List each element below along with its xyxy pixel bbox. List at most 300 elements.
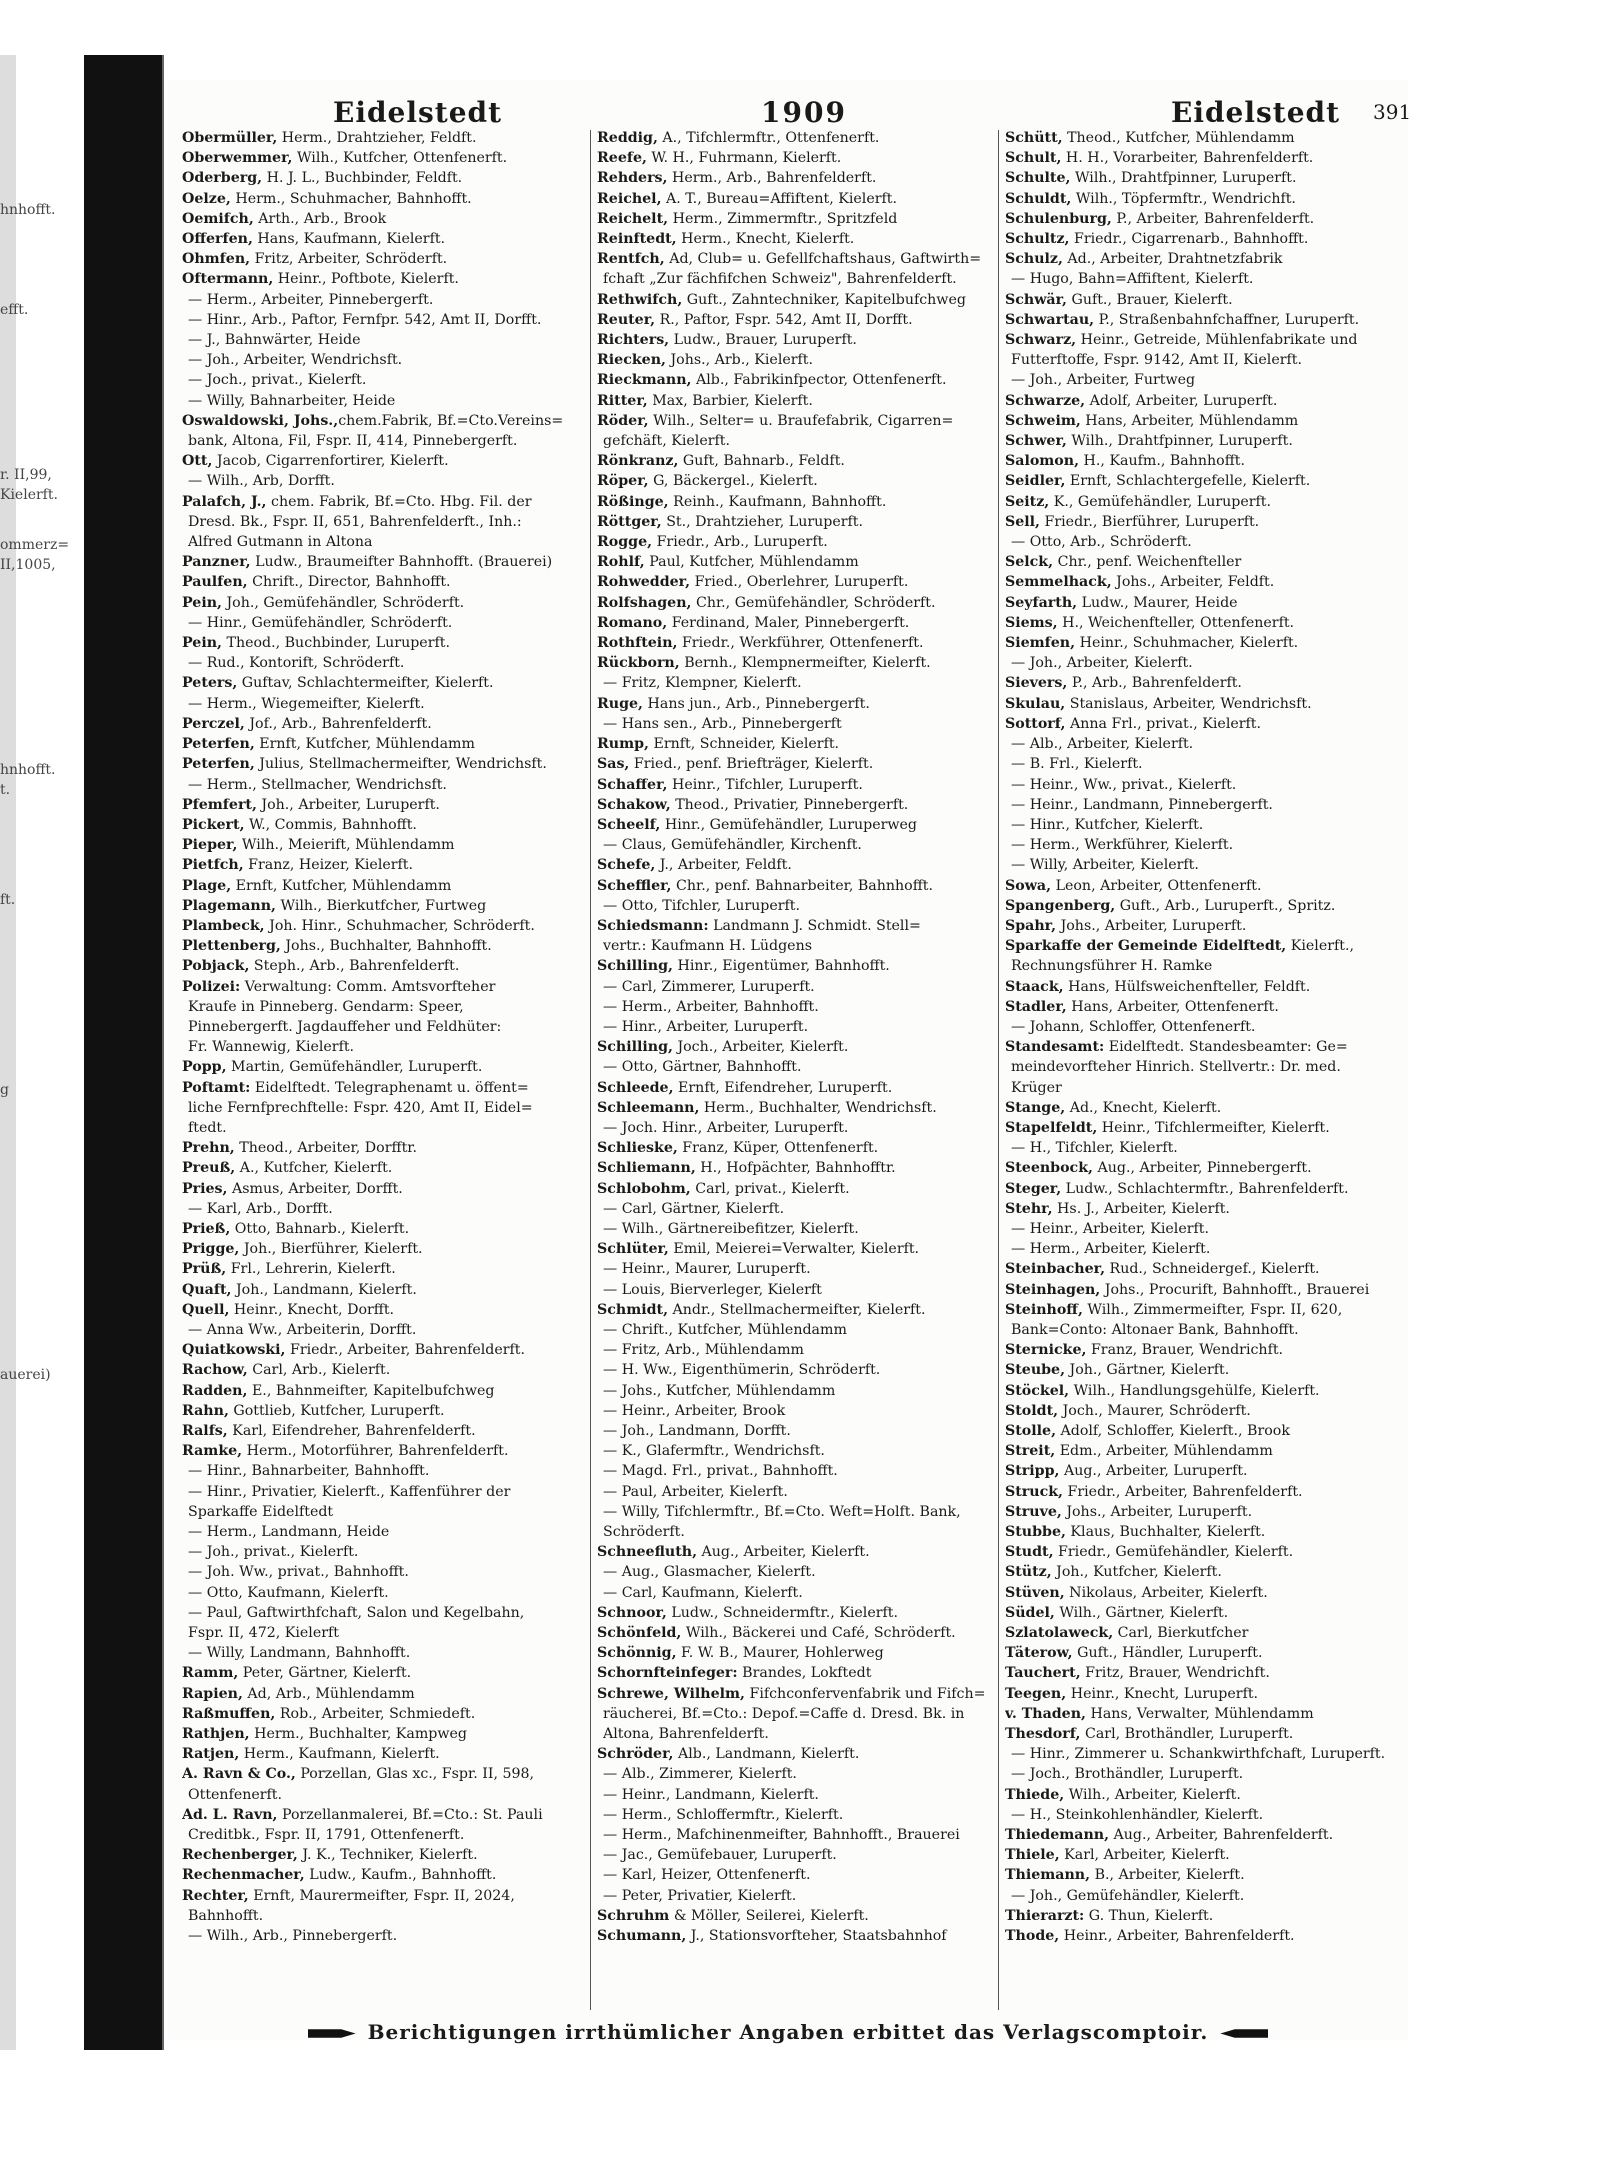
entry-details: — Alb., Arbeiter, Kielerft. (1011, 736, 1194, 753)
entry-details: Ernft, Eifendreher, Luruperft. (673, 1079, 893, 1096)
directory-entry (597, 370, 1002, 390)
entry-name: Stehr, (1005, 1200, 1053, 1217)
directory-entry (1005, 1219, 1405, 1239)
directory-entry (1005, 1825, 1405, 1845)
directory-entry (182, 1643, 587, 1663)
entry-details: — Carl, Kaufmann, Kielerft. (603, 1584, 803, 1601)
directory-entry (1005, 1805, 1405, 1825)
entry-details: — Herm., Werkführer, Kielerft. (1011, 837, 1234, 854)
entry-details: Hans, Hülfsweichenfteller, Feldft. (1063, 978, 1311, 995)
entry-name: Rethwifch, (597, 291, 683, 308)
entry-name: Polizei: (182, 978, 241, 995)
entry-name: Stadler, (1005, 998, 1067, 1015)
entry-details: G. Thun, Kielerft. (1084, 1907, 1214, 1924)
entry-details: Sparkaffe Eidelftedt (188, 1503, 334, 1520)
directory-entry (597, 613, 1002, 633)
directory-entry (1005, 815, 1405, 835)
entry-name: Plage, (182, 877, 232, 894)
directory-entry (182, 1320, 587, 1340)
entry-name: Scheffler, (597, 877, 672, 894)
directory-entry (597, 1805, 1002, 1825)
entry-name: Quaft, (182, 1281, 232, 1298)
entry-details: Alfred Gutmann in Altona (188, 534, 373, 551)
entry-name: Prüß, (182, 1261, 227, 1278)
entry-details: — Hinr., Zimmerer u. Schankwirthfchaft, Luruperft. (1011, 1746, 1386, 1763)
entry-details: H. H., Vorarbeiter, Bahrenfelderft. (1061, 150, 1314, 167)
directory-entry (597, 694, 1002, 714)
entry-name: Reefe, (597, 150, 647, 167)
entry-details: Heinr., Schuhmacher, Kielerft. (1075, 635, 1299, 652)
directory-entry (182, 1744, 587, 1764)
footer-notice: Berichtigungen irrthümlicher Angaben erbittet das Verlagscomptoir. (367, 2020, 1209, 2044)
entry-name: v. Thaden, (1005, 1705, 1086, 1722)
directory-entry (182, 552, 587, 572)
directory-entry (1005, 1280, 1405, 1300)
entry-details: Adolf, Arbeiter, Luruperft. (1085, 392, 1278, 409)
entry-details: Julius, Stellmachermeifter, Wendrichsft. (254, 756, 547, 773)
directory-entry (182, 1259, 587, 1279)
directory-entry (597, 411, 1002, 431)
entry-details: Guft., Händler, Luruperft. (1072, 1645, 1263, 1662)
entry-details: — Joch., privat., Kielerft. (188, 372, 367, 389)
directory-entry (182, 694, 587, 714)
entry-details: — Willy, Landmann, Bahnhofft. (188, 1645, 411, 1662)
entry-details: Herm., Buchhalter, Kampweg (249, 1726, 467, 1743)
prev-page-text: efft. (0, 302, 29, 318)
directory-entry (182, 916, 587, 936)
entry-name: Staack, (1005, 978, 1064, 995)
directory-entry (182, 471, 587, 491)
entry-name: Reichel, (597, 190, 662, 207)
entry-details: Hinr., Eigentümer, Bahnhofft. (672, 958, 890, 975)
entry-details: — Willy, Arbeiter, Kielerft. (1011, 857, 1199, 874)
entry-details: Ottenfenerft. (188, 1786, 282, 1803)
entry-details: — Carl, Gärtner, Kielerft. (603, 1200, 785, 1217)
entry-details: Joh., Gärtner, Kielerft. (1065, 1362, 1230, 1379)
directory-entry (597, 916, 1002, 936)
directory-entry (597, 1098, 1002, 1118)
entry-details: Heinr., Tifchler, Luruperft. (667, 776, 863, 793)
directory-entry (597, 1886, 1002, 1906)
prev-page-text: ommerz= (0, 537, 70, 553)
directory-entry (182, 1239, 587, 1259)
entry-details: H., Kaufm., Bahnhofft. (1079, 453, 1246, 470)
entry-name: Peterfen, (182, 756, 255, 773)
directory-entry (597, 1482, 1002, 1502)
directory-entry (597, 209, 1002, 229)
directory-entry (1005, 431, 1405, 451)
directory-entry (597, 1057, 1002, 1077)
entry-name: Steinhagen, (1005, 1281, 1101, 1298)
entry-name: Sell, (1005, 513, 1040, 530)
entry-details: Anna Frl., privat., Kielerft. (1065, 715, 1261, 732)
directory-entry (1005, 1118, 1405, 1138)
directory-entry (1005, 572, 1405, 592)
entry-details: Hans, Arbeiter, Mühlendamm (1080, 412, 1299, 429)
entry-details: Johs., Buchhalter, Bahnhofft. (280, 938, 492, 955)
entry-name: Prehn, (182, 1140, 235, 1157)
directory-entry (182, 1461, 587, 1481)
directory-entry (597, 148, 1002, 168)
directory-entry (182, 977, 587, 997)
entry-name: Oberwemmer, (182, 150, 293, 167)
prev-page-text: hnhofft. (0, 202, 56, 218)
entry-details: Franz, Küper, Ottenfenerft. (677, 1140, 879, 1157)
entry-name: Thiele, (1005, 1847, 1060, 1864)
directory-entry (597, 815, 1002, 835)
directory-entry (182, 896, 587, 916)
entry-details: Gottlieb, Kutfcher, Luruperft. (228, 1402, 445, 1419)
entry-details: — Fritz, Klempner, Kielerft. (603, 675, 802, 692)
directory-entry (182, 148, 587, 168)
entry-details: — H., Tifchler, Kielerft. (1011, 1140, 1178, 1157)
entry-name: Siems, (1005, 614, 1058, 631)
directory-entry (597, 835, 1002, 855)
page-footer (168, 2020, 1408, 2044)
entry-details: ftedt. (188, 1119, 227, 1136)
entry-name: Südel, (1005, 1604, 1055, 1621)
entry-details: — Paul, Gaftwirthfchaft, Salon und Kegelbahn, (188, 1604, 525, 1621)
entry-details: Altona, Bahrenfelderft. (603, 1726, 769, 1743)
entry-name: Pein, (182, 594, 222, 611)
directory-entry (597, 633, 1002, 653)
entry-details: A. T., Bureau=Affiftent, Kielerft. (661, 190, 897, 207)
entry-details: Joch., Arbeiter, Kielerft. (672, 1039, 849, 1056)
entry-details: — Claus, Gemüfehändler, Kirchenft. (603, 837, 862, 854)
directory-entry (1005, 956, 1405, 976)
entry-details: Hans jun., Arb., Pinnebergerft. (643, 695, 870, 712)
entry-details: — Otto, Kaufmann, Kielerft. (188, 1584, 389, 1601)
directory-entry (597, 1825, 1002, 1845)
entry-name: Pfemfert, (182, 796, 257, 813)
entry-details: Wilh., Meierift, Mühlendamm (237, 837, 455, 854)
entry-details: Ernft, Kutfcher, Mühlendamm (231, 877, 452, 894)
directory-column-2 (597, 128, 1002, 1946)
entry-name: Schmidt, (597, 1301, 669, 1318)
entry-name: Schleemann, (597, 1099, 700, 1116)
directory-entry (597, 249, 1002, 269)
entry-details: — Anna Ww., Arbeiterin, Dorfft. (188, 1321, 417, 1338)
directory-entry (182, 1906, 587, 1926)
entry-name: Rieckmann, (597, 372, 692, 389)
directory-entry (1005, 1704, 1405, 1724)
entry-name: Oelze, (182, 190, 231, 207)
entry-details: Bernh., Klempnermeifter, Kielerft. (679, 655, 931, 672)
directory-entry (182, 1158, 587, 1178)
entry-details: Friedr., Gemüfehändler, Kielerft. (1053, 1544, 1294, 1561)
entry-name: Rohlf, (597, 554, 645, 571)
directory-entry (1005, 1684, 1405, 1704)
entry-details: Dresd. Bk., Fspr. II, 651, Bahrenfelderft., Inh.: (188, 513, 522, 530)
directory-entry (597, 1421, 1002, 1441)
directory-entry (597, 128, 1002, 148)
entry-details: — Joh., privat., Kielerft. (188, 1544, 359, 1561)
directory-entry (1005, 1381, 1405, 1401)
entry-details: Alb., Landmann, Kielerft. (673, 1746, 860, 1763)
entry-details: Wilh., Selter= u. Braufefabrik, Cigarren= (648, 412, 954, 429)
entry-name: Panzner, (182, 554, 251, 571)
entry-details: — Joh. Ww., privat., Bahnhofft. (188, 1564, 409, 1581)
entry-name: Szlatolaweck, (1005, 1625, 1114, 1642)
entry-details: Theod., Kutfcher, Mühlendamm (1062, 130, 1295, 146)
entry-details: Klaus, Buchhalter, Kielerft. (1065, 1524, 1266, 1541)
directory-entry (597, 512, 1002, 532)
directory-entry (182, 229, 587, 249)
entry-details: Hs. J., Arbeiter, Kielerft. (1052, 1200, 1230, 1217)
entry-details: Fspr. II, 472, Kielerft (188, 1625, 339, 1642)
directory-entry (1005, 532, 1405, 552)
directory-entry (1005, 694, 1405, 714)
entry-details: Fried., penf. Briefträger, Kielerft. (629, 756, 874, 773)
directory-entry (1005, 1078, 1405, 1098)
entry-details: J., Stationsvorfteher, Staatsbahnhof (686, 1928, 947, 1945)
entry-details: Aug., Arbeiter, Luruperft. (1059, 1463, 1248, 1480)
directory-entry (182, 593, 587, 613)
directory-entry (597, 1300, 1002, 1320)
entry-details: Herm., Buchhalter, Wendrichsft. (699, 1099, 937, 1116)
directory-entry (182, 754, 587, 774)
directory-entry (1005, 1441, 1405, 1461)
directory-entry (1005, 1421, 1405, 1441)
entry-details: — Paul, Arbeiter, Kielerft. (603, 1483, 788, 1500)
entry-details: — Hinr., Kutfcher, Kielerft. (1011, 816, 1204, 833)
entry-details: Johs., Procurift, Bahnhofft., Brauerei (1100, 1281, 1370, 1298)
entry-details: Paul, Kutfcher, Mühlendamm (644, 554, 859, 571)
entry-name: Reddig, (597, 130, 658, 146)
entry-details: — H. Ww., Eigenthümerin, Schröderft. (603, 1362, 881, 1379)
entry-name: Schiedsmann: (597, 917, 709, 934)
directory-entry (182, 209, 587, 229)
directory-entry (182, 1138, 587, 1158)
directory-entry (182, 1764, 587, 1784)
directory-entry (1005, 209, 1405, 229)
entry-name: Schliemann, (597, 1160, 696, 1177)
entry-details: — Hinr., Privatier, Kielerft., Kaffenführer der (188, 1483, 511, 1500)
entry-details: Ludw., Braumeifter Bahnhofft. (Brauerei) (250, 554, 553, 571)
directory-entry (597, 1562, 1002, 1582)
entry-name: Oderberg, (182, 170, 263, 187)
directory-entry (182, 1421, 587, 1441)
directory-entry (1005, 673, 1405, 693)
prev-page-text: g (0, 1082, 9, 1098)
entry-name: Ott, (182, 453, 213, 470)
directory-entry (597, 168, 1002, 188)
directory-entry (182, 1219, 587, 1239)
entry-name: Schwär, (1005, 291, 1067, 308)
entry-name: Steube, (1005, 1362, 1066, 1379)
entry-name: Stütz, (1005, 1564, 1052, 1581)
entry-details: Bahnhofft. (188, 1907, 264, 1924)
entry-details: Ernft, Schneider, Kielerft. (648, 736, 840, 753)
entry-name: Thiedemann, (1005, 1827, 1110, 1844)
directory-entry (182, 189, 587, 209)
entry-details: Herm., Arb., Bahrenfelderft. (667, 170, 877, 187)
entry-details: Guft., Arb., Luruperft., Spritz. (1115, 897, 1336, 914)
directory-entry (1005, 936, 1405, 956)
prev-page-text: r. II,99, (0, 467, 52, 483)
entry-details: fchaft „Zur fächfifchen Schweiz", Bahrenfelderft. (603, 271, 957, 288)
directory-entry (597, 1643, 1002, 1663)
entry-name: Ad. L. Ravn, (182, 1806, 278, 1823)
directory-entry (1005, 411, 1405, 431)
directory-column-1 (182, 128, 587, 1946)
entry-details: Aug., Arbeiter, Bahrenfelderft. (1109, 1827, 1334, 1844)
entry-name: Schult, (1005, 150, 1062, 167)
entry-details: A., Tifchlermftr., Ottenfenerft. (657, 130, 880, 146)
entry-details: Carl, privat., Kielerft. (690, 1180, 850, 1197)
entry-name: Schruhm (597, 1907, 670, 1924)
entry-details: Guft., Zahntechniker, Kapitelbufchweg (682, 291, 966, 308)
entry-name: Stapelfeldt, (1005, 1119, 1098, 1136)
entry-details: Porzellanmalerei, Bf.=Cto.: St. Pauli (277, 1806, 543, 1823)
entry-details: Emil, Meierei=Verwalter, Kielerft. (668, 1241, 920, 1258)
directory-entry (182, 1845, 587, 1865)
directory-entry (182, 1017, 587, 1037)
directory-entry (597, 593, 1002, 613)
entry-details: Johs., Arbeiter, Luruperft. (1056, 917, 1247, 934)
entry-name: Preuß, (182, 1160, 236, 1177)
entry-details: P., Arbeiter, Bahrenfelderft. (1111, 210, 1315, 227)
directory-entry (182, 1199, 587, 1219)
directory-entry (597, 269, 1002, 289)
directory-entry (182, 1805, 587, 1825)
entry-name: Offerfen, (182, 231, 253, 248)
directory-entry (1005, 653, 1405, 673)
directory-entry (182, 532, 587, 552)
directory-entry (182, 1118, 587, 1138)
directory-entry (182, 391, 587, 411)
entry-details: Guftav, Schlachtermeifter, Kielerft. (237, 675, 494, 692)
entry-details: Heinr., Poftbote, Kielerft. (273, 271, 459, 288)
entry-name: Schulte, (1005, 170, 1071, 187)
entry-details: — Otto, Gärtner, Bahnhofft. (603, 1059, 802, 1076)
entry-name: Peters, (182, 675, 238, 692)
directory-entry (597, 471, 1002, 491)
entry-details: — Joh., Arbeiter, Kielerft. (1011, 655, 1193, 672)
directory-entry (597, 1724, 1002, 1744)
directory-entry (1005, 997, 1405, 1017)
entry-name: Palafch, J., (182, 493, 267, 510)
entry-name: Stüven, (1005, 1584, 1065, 1601)
entry-name: Steenbock, (1005, 1160, 1093, 1177)
entry-name: Thode, (1005, 1928, 1060, 1945)
entry-details: — B. Frl., Kielerft. (1011, 756, 1143, 773)
entry-name: Romano, (597, 614, 668, 631)
entry-name: Stöckel, (1005, 1382, 1070, 1399)
entry-details: — Karl, Heizer, Ottenfenerft. (603, 1867, 811, 1884)
directory-entry (182, 1522, 587, 1542)
entry-name: Sowa, (1005, 877, 1052, 894)
entry-details: — Willy, Bahnarbeiter, Heide (188, 392, 396, 409)
entry-name: Sottorf, (1005, 715, 1066, 732)
entry-details: A., Kutfcher, Kielerft. (235, 1160, 393, 1177)
entry-details: — Wilh., Gärtnereibefitzer, Kielerft. (603, 1220, 859, 1237)
directory-entry (1005, 1037, 1405, 1057)
directory-entry (1005, 391, 1405, 411)
directory-entry (182, 1179, 587, 1199)
directory-entry (182, 1381, 587, 1401)
entry-name: Ruge, (597, 695, 643, 712)
entry-details: — Herm., Arbeiter, Bahnhofft. (603, 998, 819, 1015)
entry-details: Max, Barbier, Kielerft. (647, 392, 813, 409)
entry-name: Rapien, (182, 1685, 243, 1702)
directory-entry (1005, 1562, 1405, 1582)
directory-entry (182, 1280, 587, 1300)
entry-name: Perczel, (182, 715, 245, 732)
entry-details: F. W. B., Maurer, Hohlerweg (676, 1645, 884, 1662)
entry-name: Schwartau, (1005, 311, 1095, 328)
entry-name: Steinhoff, (1005, 1301, 1083, 1318)
entry-details: Rechnungsführer H. Ramke (1011, 958, 1213, 975)
entry-details: Frl., Lehrerin, Kielerft. (226, 1261, 396, 1278)
directory-entry (597, 1926, 1002, 1946)
directory-entry (1005, 1098, 1405, 1118)
directory-entry (1005, 451, 1405, 471)
entry-name: Schneefluth, (597, 1544, 698, 1561)
entry-details: — Hinr., Arbeiter, Luruperft. (603, 1018, 809, 1035)
directory-entry (182, 1825, 587, 1845)
entry-details: — Otto, Arb., Schröderft. (1011, 534, 1192, 551)
directory-entry (1005, 1320, 1405, 1340)
directory-entry (597, 1461, 1002, 1481)
directory-entry (597, 1320, 1002, 1340)
directory-entry (597, 795, 1002, 815)
entry-name: Raßmuffen, (182, 1705, 276, 1722)
entry-details: — Heinr., Landmann, Pinnebergerft. (1011, 796, 1273, 813)
directory-entry (597, 997, 1002, 1017)
entry-details: Hans, Verwalter, Mühlendamm (1085, 1705, 1314, 1722)
directory-entry (597, 876, 1002, 896)
entry-details: W. H., Fuhrmann, Kielerft. (646, 150, 842, 167)
entry-name: Stripp, (1005, 1463, 1060, 1480)
entry-name: Schlüter, (597, 1241, 669, 1258)
entry-details: Heinr., Knecht, Luruperft. (1066, 1685, 1259, 1702)
directory-entry (182, 997, 587, 1017)
directory-entry (1005, 1259, 1405, 1279)
entry-name: Selck, (1005, 554, 1054, 571)
directory-entry (597, 1603, 1002, 1623)
entry-details: Friedr., Arbeiter, Bahrenfelderft. (1063, 1483, 1303, 1500)
entry-details: — Herm., Stellmacher, Wendrichsft. (188, 776, 447, 793)
entry-details: Creditbk., Fspr. II, 1791, Ottenfenerft. (188, 1827, 465, 1844)
directory-entry (1005, 1643, 1405, 1663)
entry-name: Sas, (597, 756, 630, 773)
entry-name: Rump, (597, 736, 649, 753)
directory-entry (182, 492, 587, 512)
directory-entry (182, 1441, 587, 1461)
entry-name: Thesdorf, (1005, 1726, 1081, 1743)
entry-name: Quell, (182, 1301, 230, 1318)
directory-entry (1005, 552, 1405, 572)
directory-entry (597, 532, 1002, 552)
entry-details: W., Commis, Bahnhofft. (244, 816, 417, 833)
directory-entry (1005, 1926, 1405, 1946)
directory-entry (1005, 1583, 1405, 1603)
entry-details: Stanislaus, Arbeiter, Wendrichsft. (1065, 695, 1312, 712)
entry-name: Schwarze, (1005, 392, 1086, 409)
prev-page-text: hnhofft. (0, 762, 56, 778)
entry-details: Chr., penf. Weichenfteller (1053, 554, 1242, 571)
entry-details: — Johs., Kutfcher, Mühlendamm (603, 1382, 836, 1399)
directory-entry (597, 1158, 1002, 1178)
directory-entry (1005, 1482, 1405, 1502)
directory-entry (1005, 1300, 1405, 1320)
directory-entry (597, 1845, 1002, 1865)
directory-entry (182, 1078, 587, 1098)
entry-name: Rathjen, (182, 1726, 250, 1743)
directory-entry (597, 330, 1002, 350)
directory-entry (597, 754, 1002, 774)
